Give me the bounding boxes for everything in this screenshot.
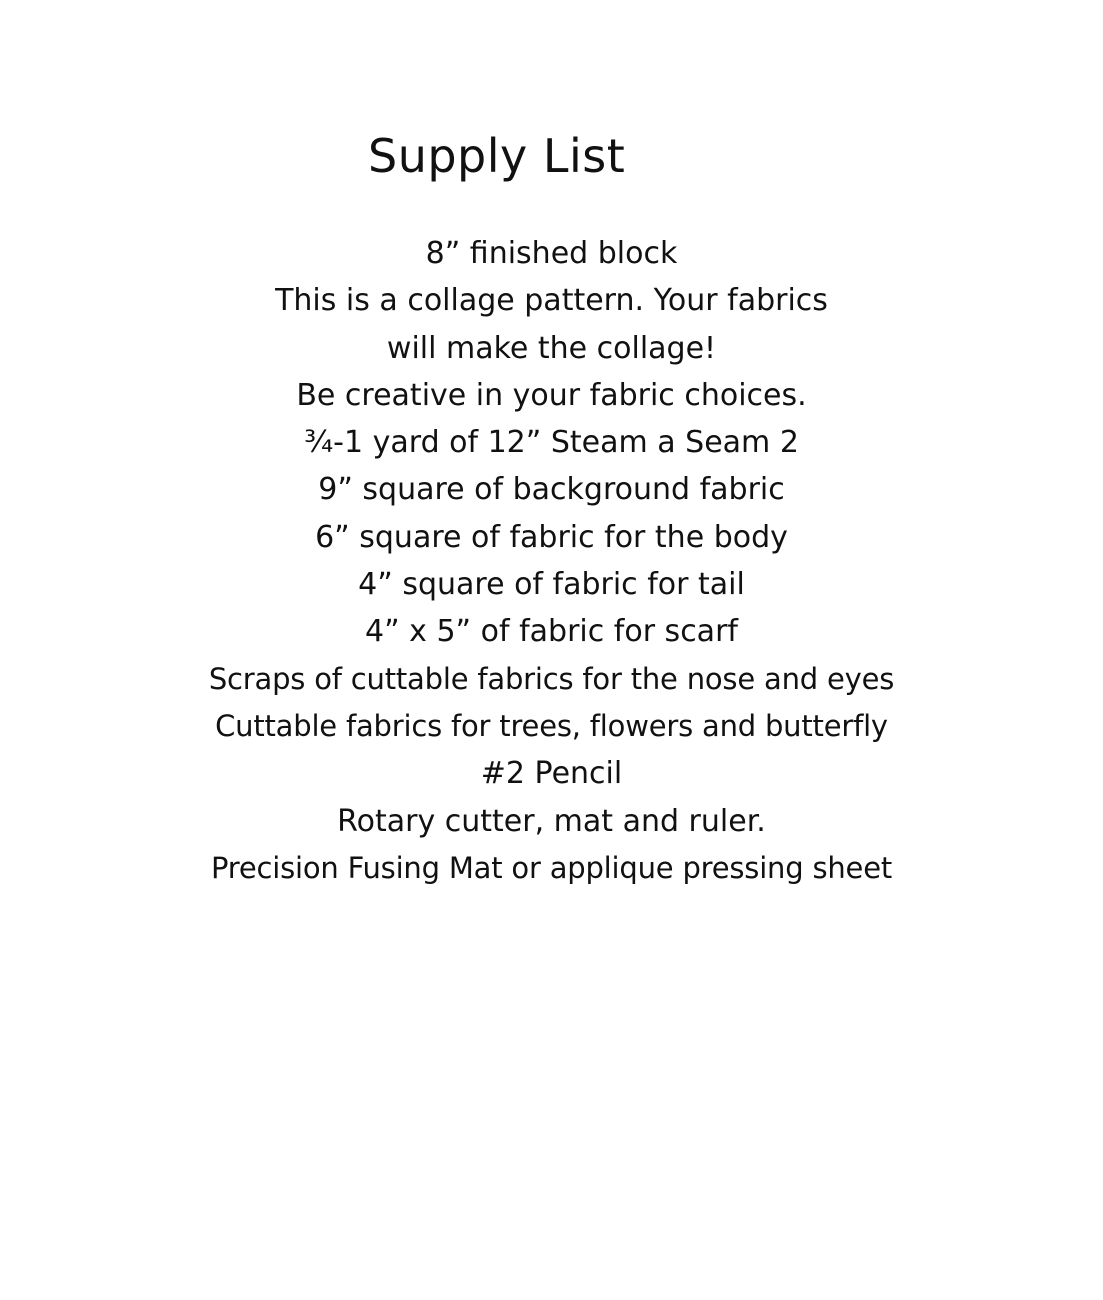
supply-item: Precision Fusing Mat or applique pressing sheet: [210, 850, 893, 885]
page-title: Supply List: [368, 129, 626, 183]
supply-item: Scraps of cuttable fabrics for the nose and eyes: [208, 661, 895, 696]
supply-item: Cuttable fabrics for trees, flowers and butterfly: [215, 708, 888, 743]
supply-item: 4” x 5” of fabric for scarf: [365, 614, 738, 650]
supply-item: This is a collage pattern. Your fabrics: [275, 283, 828, 319]
supply-item: 8” finished block: [425, 236, 678, 271]
supply-item: will make the collage!: [386, 330, 717, 366]
supply-item: 6” square of fabric for the body: [315, 519, 788, 555]
supply-item: 9” square of background fabric: [318, 472, 785, 508]
supply-item: ¾-1 yard of 12” Steam a Seam 2: [304, 425, 799, 461]
supply-item: 4” square of fabric for tail: [358, 567, 745, 603]
supply-item: Rotary cutter, mat and ruler.: [337, 803, 766, 839]
supply-item: Be creative in your fabric choices.: [296, 377, 807, 413]
supply-list: [0, 230, 1103, 892]
supply-item: #2 Pencil: [480, 756, 623, 792]
